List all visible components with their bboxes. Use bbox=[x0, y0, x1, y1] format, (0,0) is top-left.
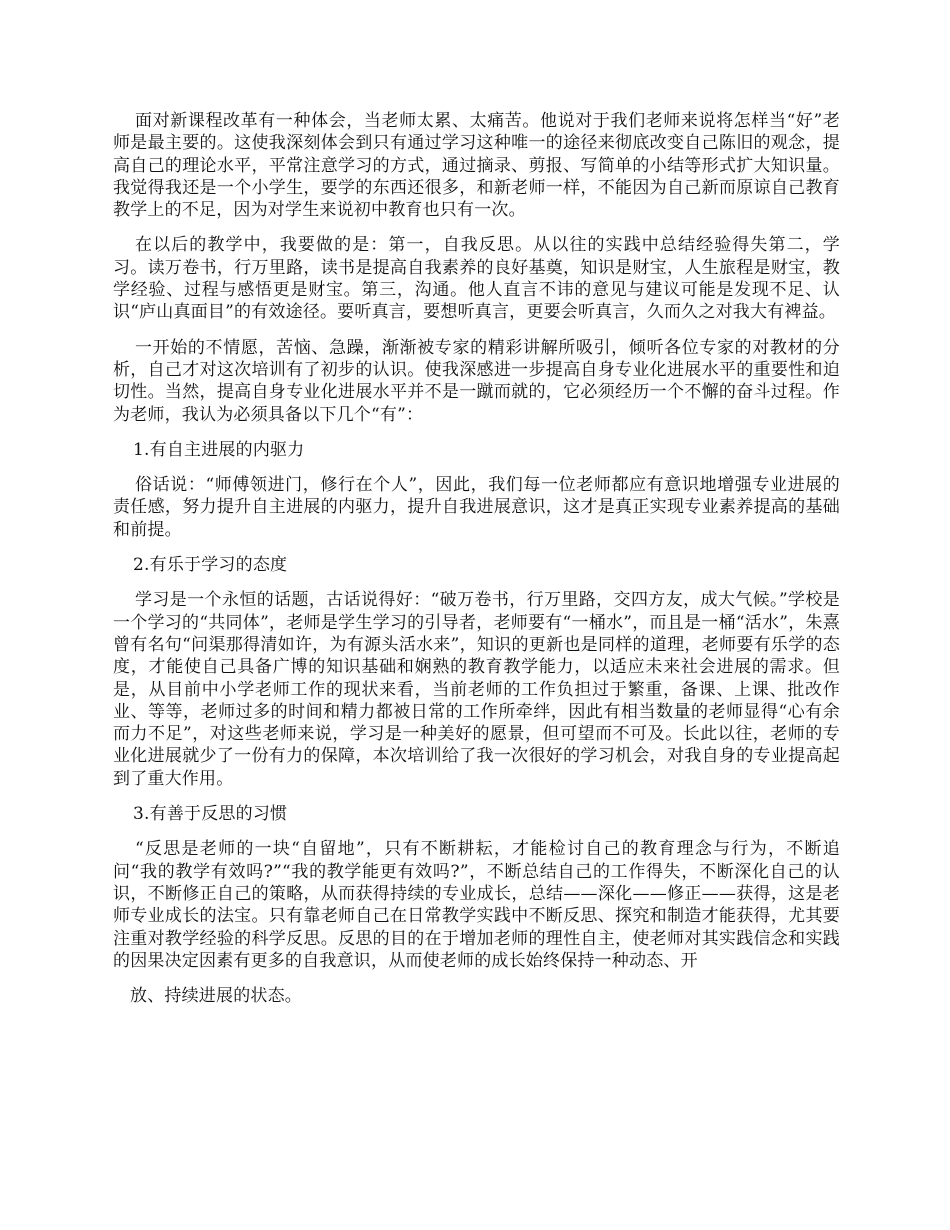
paragraph-5: 学习是一个永恒的话题，古话说得好：“破万卷书，行万里路，交四方友，成大气候。”学校是一个学习的“共同体”，老师是学生学习的引导者，老师要有“一桶水”，而且是一桶“活水”，朱熹曾有名句“问渠那得清如许，为有源头活水来”，知识的更新也是同样的道理，老师要有乐学的态度，才能使自己具备广博的知识基础和娴熟的教育教学能力，以适应未来社会进展的需求。但是，从目前中小学老师工作的现状来看，当前老师的工作负担过于繁重，备课、上课、批改作业、等等，老师过多的时间和精力都被日常的工作所牵绊，因此有相当数量的老师显得“心有余而力不足”，对这些老师来说，学习是一种美好的愿景，但可望而不可及。长此以往，老师的专业化进展就少了一份有力的保障，本次培训给了我一次很好的学习机会，对我自身的专业提高起到了重大作用。 bbox=[113, 590, 840, 789]
section-heading-3: 3.有善于反思的习惯 bbox=[133, 804, 288, 825]
paragraph-1: 面对新课程改革有一种体会，当老师太累、太痛苦。他说对于我们老师来说将怎样当“好”老师是最主要的。这使我深刻体会到只有通过学习这种唯一的途径来彻底改变自己陈旧的观念，提高自己的理论水平，平常注意学习的方式，通过摘录、剪报、写简单的小结等形式扩大知识量。我觉得我还是一个小学生，要学的东西还很多，和新老师一样，不能因为自己新而原谅自己教育教学上的不足，因为对学生来说初中教育也只有一次。 bbox=[113, 111, 840, 221]
paragraph-7: 放、持续进展的状态。 bbox=[130, 986, 302, 1007]
paragraph-4: 俗话说：“师傅领进门，修行在个人”，因此，我们每一位老师都应有意识地增强专业进展的责任感，努力提升自主进展的内驱力，提升自我进展意识，这才是真正实现专业素养提高的基础和前提。 bbox=[113, 475, 840, 540]
document-page bbox=[113, 110, 840, 1007]
paragraph-6: “反思是老师的一块“自留地”，只有不断耕耘，才能检讨自己的教育理念与行为，不断追问“我的教学有效吗?”“我的教学能更有效吗?”，不断总结自己的工作得失，不断深化自己的认识，不断修正自己的策略，从而获得持续的专业成长，总结——深化——修正——获得，这是老师专业成长的法宝。只有靠老师自己在日常教学实践中不断反思、探究和制造才能获得，尤其要注重对教学经验的科学反思。反思的目的在于增加老师的理性自主，使老师对其实践信念和实践的因果决定因素有更多的自我意识，从而使老师的成长始终保持一种动态、开 bbox=[113, 839, 840, 971]
section-heading-1: 1.有自主进展的内驱力 bbox=[133, 439, 305, 460]
paragraph-3: 一开始的不情愿，苦恼、急躁，渐渐被专家的精彩讲解所吸引，倾听各位专家的对教材的分析，自己才对这次培训有了初步的认识。使我深感进一步提高自身专业化进展水平的重要性和迫切性。当然，提高自身专业化进展水平并不是一蹴而就的，它必须经历一个不懈的奋斗过程。作为老师，我认为必须具备以下几个“有”： bbox=[113, 337, 840, 425]
section-heading-2: 2.有乐于学习的态度 bbox=[133, 555, 288, 576]
paragraph-2: 在以后的教学中，我要做的是：第一，自我反思。从以往的实践中总结经验得失第二，学习。读万卷书，行万里路，读书是提高自我素养的良好基奠，知识是财宝，人生旅程是财宝，教学经验、过程与感悟更是财宝。第三，沟通。他人直言不讳的意见与建议可能是发现不足、认识“庐山真面目”的有效途径。要听真言，要想听真言，更要会听真言，久而久之对我大有裨益。 bbox=[113, 235, 840, 323]
